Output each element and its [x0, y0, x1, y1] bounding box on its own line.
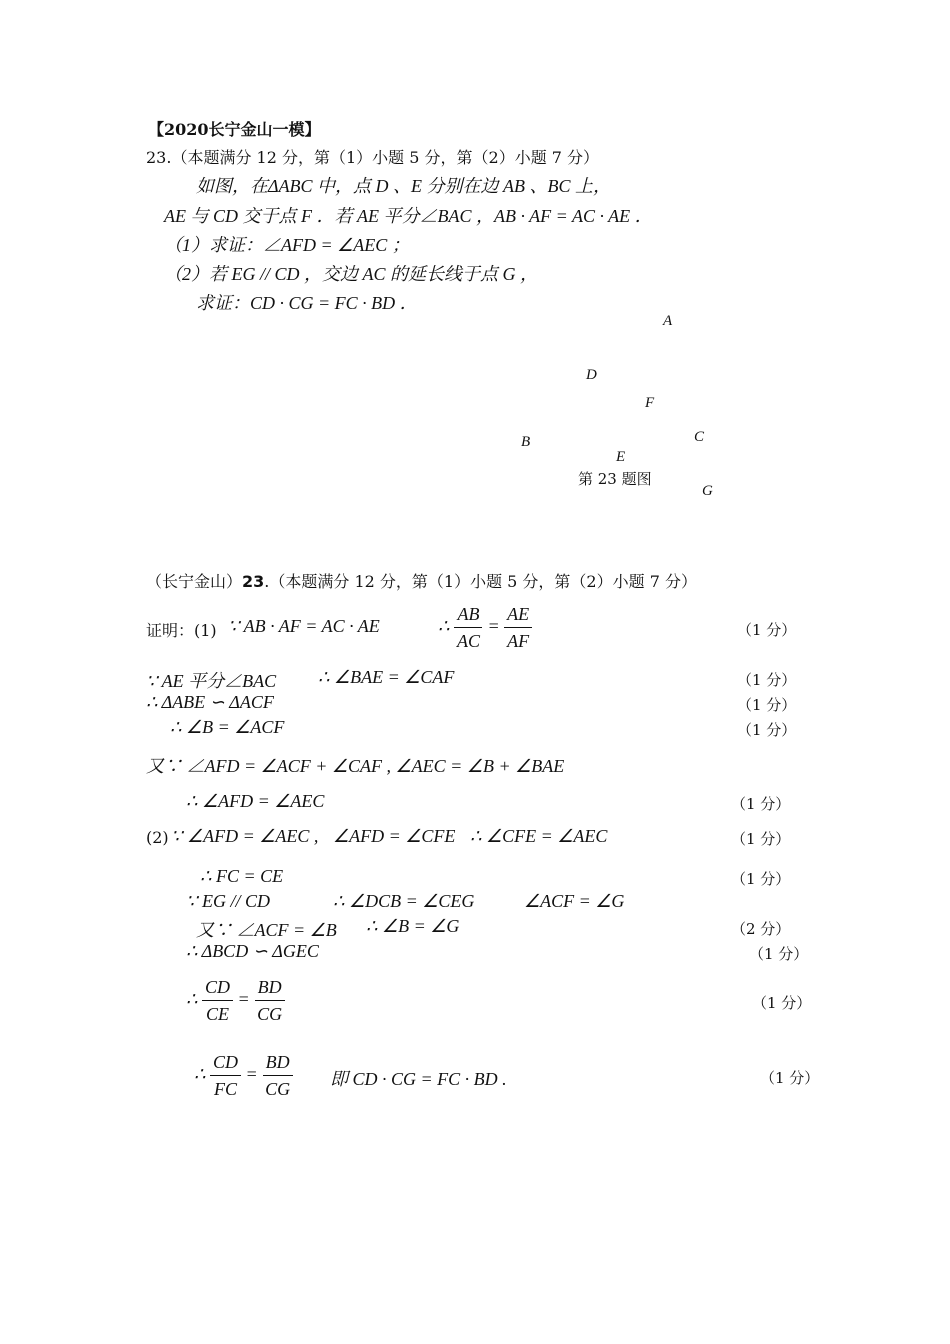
step-1-expr: ∵ AB · AF = AC · AE [228, 616, 380, 636]
problem-part-1: （1）求证：∠AFD = ∠AEC ； [164, 235, 410, 255]
step-5: 又∵ ∠AFD = ∠ACF + ∠CAF , ∠AEC = ∠B + ∠BAE [146, 756, 565, 776]
step-9a: ∵ EG // CD [186, 891, 270, 911]
denominator: FC [213, 1079, 237, 1100]
numerator: BD [255, 975, 285, 1001]
numerator: CD [202, 975, 233, 1001]
step-7c: ∴ ∠CFE = ∠AEC [470, 826, 608, 846]
step-12: ∴ $\frac{CD}{CE}$ = $\frac{BD}{CG}$ [186, 975, 285, 1027]
denominator: AF [507, 631, 530, 652]
step-10a: 又∵ ∠ACF = ∠B [196, 920, 337, 940]
score-10: （2 分） [731, 920, 791, 938]
fraction-bd-cg [262, 1050, 293, 1102]
numerator: CD [210, 1050, 241, 1076]
solution-number: 23 [242, 572, 265, 591]
denominator: AC [456, 631, 480, 652]
step-2a: ∵ AE 平分∠BAC [146, 671, 277, 691]
step-1-fraction: ∴ $\frac{AB}{AC}$ = $\frac{AE}{AF}$ [438, 602, 532, 654]
step-8: ∴ FC = CE [200, 866, 284, 886]
step-2b: ∴ ∠BAE = ∠CAF [318, 667, 455, 687]
label-c: C [694, 429, 705, 445]
step-13-conclusion: 即 CD · CG = FC · BD . [330, 1069, 507, 1089]
step-7a: ∵ ∠AFD = ∠AEC , [171, 826, 319, 846]
therefore-symbol: ∴ [186, 988, 198, 1009]
score-3: （1 分） [737, 696, 797, 714]
score-11: （1 分） [749, 945, 809, 963]
solution-heading [146, 569, 697, 592]
score-13: （1 分） [760, 1069, 820, 1087]
score-2: （1 分） [737, 671, 797, 689]
step-4: ∴ ∠B = ∠ACF [170, 717, 285, 737]
step-6: ∴ ∠AFD = ∠AEC [186, 791, 325, 811]
numerator: BD [263, 1050, 293, 1076]
score-12: （1 分） [752, 994, 812, 1012]
exam-source-tag: 【2020长宁金山一模】 [148, 120, 321, 139]
label-a: A [663, 313, 673, 329]
denominator: CE [205, 1004, 229, 1025]
problem-line-2: AE 与 CD 交于点 F ．若 AE 平分∠BAC ，AB · AF = AC · AE ． [164, 206, 653, 226]
score-1: （1 分） [737, 621, 797, 639]
problem-part-2-goal: 求证：CD · CG = FC · BD ． [196, 293, 418, 313]
problem-part-2: （2）若 EG // CD ，交边 AC 的延长线于点 G ， [164, 264, 538, 284]
problem-heading: 23.（本题满分 12 分，第（1）小题 5 分，第（2）小题 7 分） [146, 148, 600, 167]
step-10b: ∴ ∠B = ∠G [366, 916, 460, 936]
label-e: E [616, 449, 626, 465]
step-1-prefix: 证明：(1) [146, 621, 217, 640]
step-13: ∴ $\frac{CD}{FC}$ = $\frac{BD}{CG}$ [194, 1050, 293, 1102]
solution-source: （长宁金山） [146, 572, 243, 591]
denominator: CG [265, 1079, 291, 1100]
numerator: AB [454, 602, 482, 628]
denominator: CG [257, 1004, 283, 1025]
step-9b: ∴ ∠DCB = ∠CEG [333, 891, 475, 911]
solution-heading-rest: .（本题满分 12 分，第（1）小题 5 分，第（2）小题 7 分） [264, 572, 697, 591]
step-7b: ∠AFD = ∠CFE [333, 826, 456, 846]
score-4: （1 分） [737, 721, 797, 739]
step-11: ∴ ΔBCD ∽ ΔGEC [186, 941, 319, 961]
numerator: AE [504, 602, 532, 628]
problem-line-1: 如图，在ΔABC 中，点 D 、E 分别在边 AB 、BC 上， [196, 176, 612, 196]
label-g: G [702, 483, 713, 499]
label-b: B [521, 434, 531, 450]
step-3: ∴ ΔABE ∽ ΔACF [146, 692, 274, 712]
fraction-cd-fc [210, 1050, 241, 1102]
fraction-bd-cg [254, 975, 285, 1027]
score-6: （1 分） [731, 795, 791, 813]
label-f: F [645, 395, 655, 411]
label-d: D [586, 367, 597, 383]
therefore-symbol: ∴ [438, 615, 450, 636]
step-9c: ∠ACF = ∠G [524, 891, 625, 911]
score-7: （1 分） [731, 830, 791, 848]
fraction-ae-af [504, 602, 532, 654]
figure-caption: 第 23 题图 [578, 470, 652, 488]
fraction-ab-ac [454, 602, 483, 654]
step-7-prefix: (2) [146, 828, 169, 847]
fraction-cd-ce [202, 975, 233, 1027]
score-8: （1 分） [731, 870, 791, 888]
therefore-symbol: ∴ [194, 1063, 206, 1084]
